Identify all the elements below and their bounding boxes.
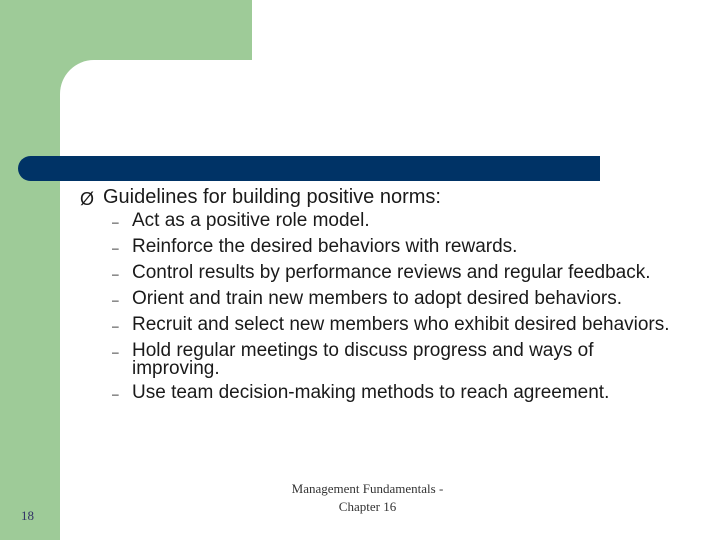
- sub-bullet-list: [112, 212, 672, 410]
- footer-line-2: Chapter 16: [338, 499, 397, 514]
- page-number: 18: [21, 508, 34, 523]
- dash-bullet-icon: –: [112, 319, 119, 333]
- list-item-text: Act as a positive role model.: [132, 210, 370, 231]
- footer-line-1: Management Fundamentals -: [291, 481, 444, 496]
- list-item: [112, 290, 672, 310]
- arrow-bullet-icon: Ø: [80, 189, 95, 209]
- list-item: [112, 212, 672, 232]
- list-item-text: Recruit and select new members who exhibit desired behaviors.: [132, 314, 670, 335]
- dash-bullet-icon: –: [112, 387, 119, 401]
- list-item-text: Orient and train new members to adopt desired behaviors.: [132, 288, 623, 309]
- dash-bullet-icon: –: [112, 241, 119, 255]
- list-item: [112, 342, 672, 378]
- list-item: [112, 238, 672, 258]
- list-item: [112, 316, 672, 336]
- dash-bullet-icon: –: [112, 215, 119, 229]
- list-item: [112, 264, 672, 284]
- dash-bullet-icon: –: [112, 345, 119, 359]
- dash-bullet-icon: –: [112, 267, 119, 281]
- slide-footer: [280, 480, 455, 516]
- list-item: [112, 384, 672, 404]
- list-item-text: Reinforce the desired behaviors with rewards.: [132, 236, 518, 257]
- main-bullet: [80, 186, 680, 212]
- list-item-text: Control results by performance reviews and regular feedback.: [132, 262, 651, 283]
- dash-bullet-icon: –: [112, 293, 119, 307]
- list-item-text: Use team decision-making methods to reach agreement.: [132, 382, 610, 403]
- title-bar: [18, 156, 600, 181]
- list-item-text: Hold regular meetings to discuss progress and ways of improving.: [132, 340, 594, 379]
- main-bullet-text: Guidelines for building positive norms:: [103, 186, 441, 208]
